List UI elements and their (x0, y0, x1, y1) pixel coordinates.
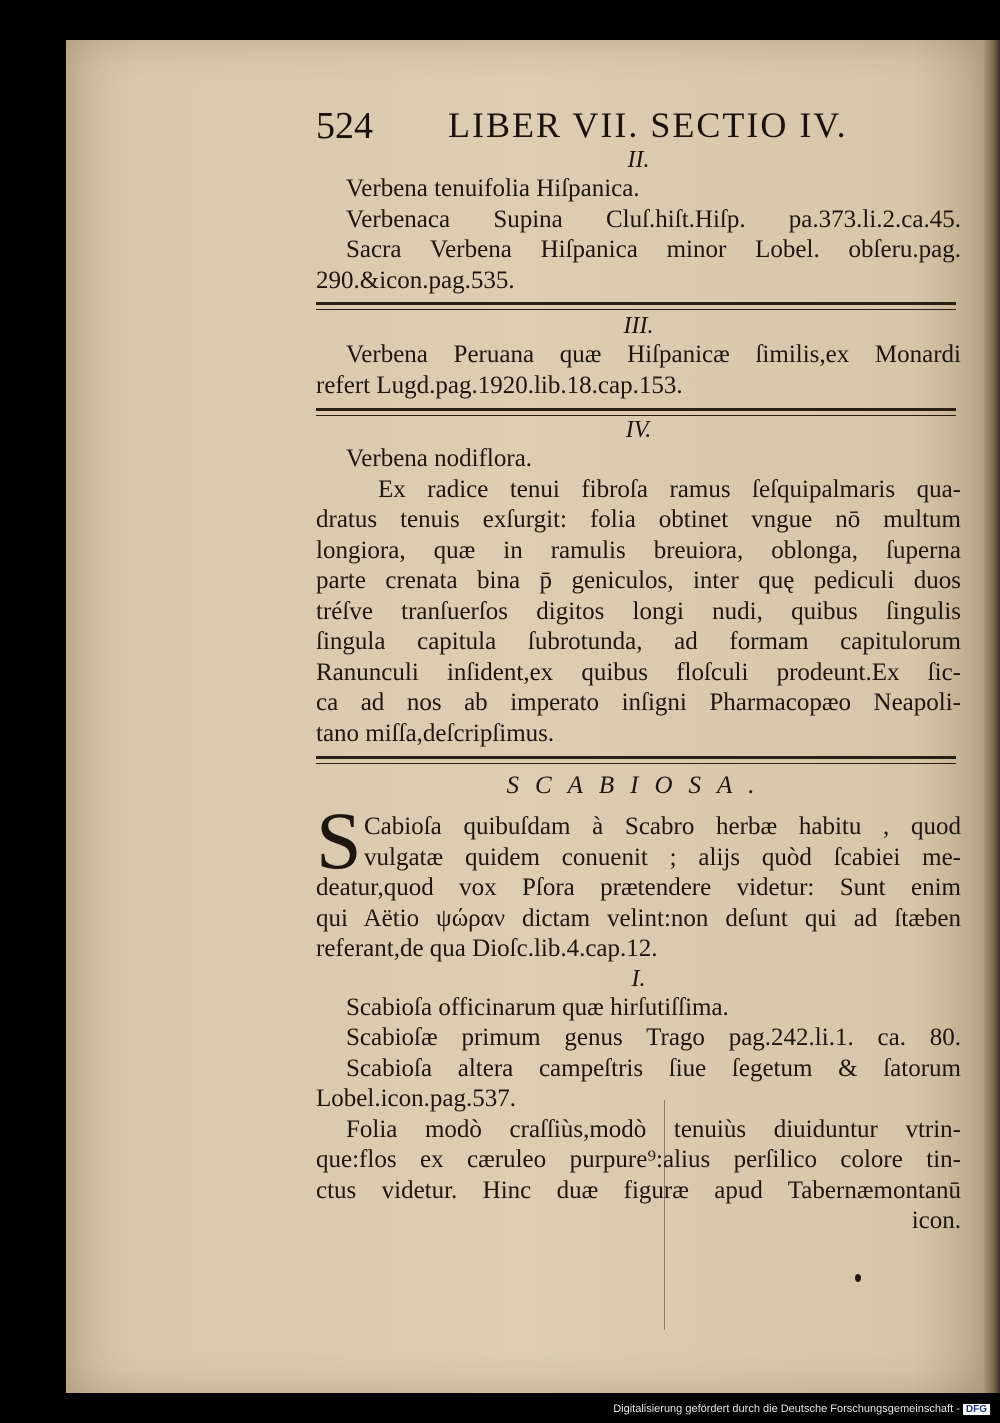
page-edge (984, 40, 1000, 1393)
section-numeral: III. (623, 313, 654, 339)
text-line: Verbenaca Supina Cluſ.hiſt.Hiſp. pa.373.li.2.ca.45. (346, 205, 961, 233)
section-iii (316, 312, 961, 401)
text-line: Cabioſa quibuſdam à Scabro herbæ habitu , quod (364, 813, 961, 840)
section-rule (316, 756, 956, 764)
section-rule (316, 302, 956, 310)
text-line: Scabioſæ primum genus Trago pag.242.li.1. ca. 80. (346, 1024, 961, 1051)
text-line: deatur,quod vox Pſora prætendere videtur: Sunt enim (316, 874, 961, 901)
text-line: Folia modò craſſiùs,modò tenuiùs diuiduntur vtrin- (346, 1115, 961, 1143)
catchword: icon. (911, 1207, 961, 1234)
text-line: tano miſſa,deſcripſimus. (316, 719, 555, 747)
footer-text: Digitalisierung gefördert durch die Deutsche Forschungsgemeinschaft - (613, 1403, 960, 1415)
drop-capital: S (316, 795, 362, 886)
text-line: Verbena nodiflora. (346, 445, 533, 472)
text-line: ctus videtur. Hinc duæ figuræ apud Tabernæmontanū (316, 1176, 961, 1204)
text-line: parte crenata bina p̄ geniculos, inter quę pediculi duos (316, 567, 961, 594)
section-numeral: II. (627, 147, 650, 173)
section-numeral: IV. (625, 417, 652, 443)
page-number: 524 (316, 105, 373, 147)
section-ii (316, 146, 961, 296)
text-line: tréſve tranſuerſos digitos longi nudi, quibus ſingulis (316, 597, 961, 625)
running-title: LIBER VII. SECTIO IV. (448, 105, 848, 145)
text-line: Lobel.icon.pag.537. (316, 1085, 516, 1112)
section-iv (316, 416, 961, 749)
section-numeral: I. (631, 965, 646, 992)
text-line: Sacra Verbena Hiſpanica minor Lobel. obſeru.pag. (346, 236, 961, 263)
text-line: ca ad nos ab imperato inſigni Pharmacopæo Neapoli- (316, 689, 961, 716)
text-line: vulgatæ quidem conuenit ; alijs quòd ſcabiei me- (364, 843, 961, 871)
text-line: 290.&icon.pag.535. (316, 266, 515, 294)
section-rule (316, 408, 956, 416)
dfg-logo: DFG (963, 1404, 990, 1415)
text-line: Verbena tenuifolia Hiſpanica. (346, 175, 640, 202)
text-line: que:flos ex cæruleo purpure⁹:alius perſilico colore tin- (316, 1146, 961, 1173)
text-line: qui Aëtio ψώραν dictam velint:non deſunt qui ad ſtæben (316, 904, 961, 932)
text-line: refert Lugd.pag.1920.lib.18.cap.153. (316, 371, 683, 399)
text-line: Ex radice tenui fibroſa ramus ſeſquipalmaris qua- (378, 475, 961, 503)
text-line: longiora, quæ in ramulis breuiora, oblonga, ſuperna (316, 536, 961, 564)
paper-crease (664, 1100, 665, 1330)
text-line: Scabioſa altera campeſtris ſiue ſegetum & ſatorum (346, 1054, 961, 1082)
digitization-footer (600, 1403, 990, 1419)
text-line: referant,de qua Dioſc.lib.4.cap.12. (316, 935, 658, 962)
chapter-title: SCABIOSA. (506, 772, 771, 799)
text-line: ſingula capitula ſubrotunda, ad formam capitulorum (316, 628, 961, 655)
page-header (316, 104, 896, 150)
ink-spot (855, 1274, 861, 1282)
text-line: Verbena Peruana quæ Hiſpanicæ ſimilis,ex Monardi (346, 341, 961, 368)
text-line: Ranunculi inſident,ex quibus floſculi prodeunt.Ex ſic- (316, 658, 961, 686)
text-line: Scabioſa officinarum quæ hirſutiſſima. (346, 993, 729, 1021)
scabiosa-intro (316, 812, 961, 1237)
text-line: dratus tenuis exſurgit: folia obtinet vngue nō multum (316, 506, 961, 533)
